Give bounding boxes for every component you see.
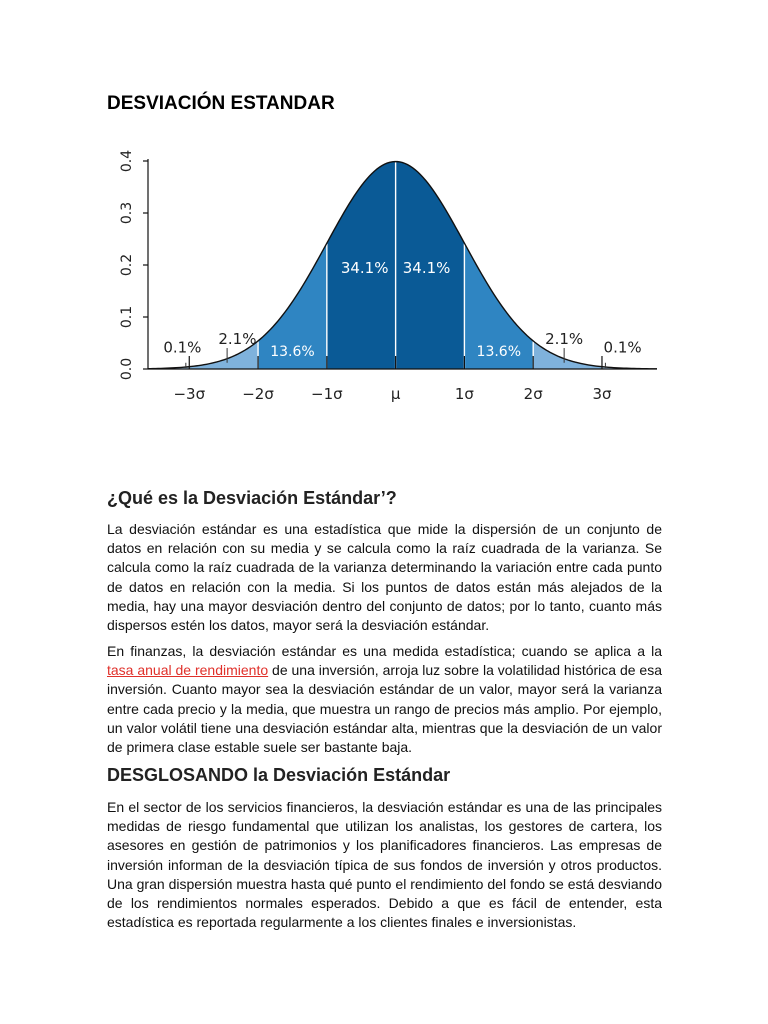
region-label-5: 2.1% — [545, 330, 584, 349]
x-tick-label-2: −1σ — [311, 385, 343, 403]
document-title: DESVIACIÓN ESTANDAR — [107, 93, 335, 114]
y-tick-label-3: 0.3 — [119, 201, 135, 225]
x-tick-label-3: μ — [390, 385, 401, 403]
paragraph-breakdown: En el sector de los servicios financieros, la desviación estándar es una de las principales medidas de riesgo fundamental que utilizan los analistas, los gestores de cartera, los asesores en gestión de patrimonios y los planificadores financieros. Las empresas de inversión informan de la desviación típica de sus fondos de inversión y otros productos. Una gran dispersión muestra hasta qué punto el rendimiento del fondo se está desviando de los rendimientos normales esperados. Debido a que es fácil de entender, esta estadística es reportada regularmente a los clientes finales e inversionistas. — [107, 799, 662, 931]
region-label-3: 34.1% — [402, 258, 451, 277]
y-tick-label-0: 0.0 — [119, 357, 135, 381]
x-tick-label-5: 2σ — [523, 385, 543, 403]
section-heading-what-is: ¿Qué es la Desviación Estándar’? — [107, 488, 397, 508]
region-label-1: 13.6% — [270, 344, 315, 360]
paragraph-finance-text-after: de una inversión, arroja luz sobre la volatilidad histórica de esa inversión. Cuanto mayor sea la desviación estándar de un valor, mayor será la varianza entre cada precio y la media, que muestra un rango de precios más amplio. Por ejemplo, un valor volátil tiene una desviación estándar alta, mientras que la desviación de un valor de primera clase estable suele ser bastante baja. — [107, 662, 663, 756]
section-heading-breakdown: DESGLOSANDO la Desviación Estándar — [107, 765, 451, 785]
normal-distribution-chart — [100, 140, 680, 410]
x-tick-label-6: 3σ — [592, 385, 612, 403]
tail-label-left: 0.1% — [163, 338, 202, 357]
x-tick-label-1: −2σ — [242, 385, 274, 403]
x-tick-label-4: 1σ — [454, 385, 474, 403]
y-tick-label-2: 0.2 — [119, 253, 135, 277]
annual-return-rate-link[interactable]: tasa anual de rendimiento — [107, 662, 269, 679]
x-tick-label-0: −3σ — [173, 385, 206, 403]
y-tick-label-4: 0.4 — [119, 149, 135, 173]
paragraph-definition: La desviación estándar es una estadística que mide la dispersión de un conjunto de datos en relación con su media y se calcula como la raíz cuadrada de la varianza. Se calcula como la raíz cuadrada de la varianza determinando la variación entre cada punto de datos en relación con la media. Si los puntos de datos están más alejados de la media, hay una mayor desviación dentro del conjunto de datos; por lo tanto, cuanto más dispersos estén los datos, mayor será la desviación estándar. — [107, 521, 662, 634]
paragraph-finance-text-before: En finanzas, la desviación estándar es una medida estadística; cuando se aplica a la — [107, 643, 662, 659]
region-label-0: 2.1% — [218, 330, 257, 349]
region-label-4: 13.6% — [476, 344, 522, 360]
paragraph-finance — [107, 642, 662, 757]
tail-label-right: 0.1% — [603, 338, 642, 357]
region-label-2: 34.1% — [340, 258, 389, 277]
y-tick-label-1: 0.1 — [119, 305, 135, 329]
